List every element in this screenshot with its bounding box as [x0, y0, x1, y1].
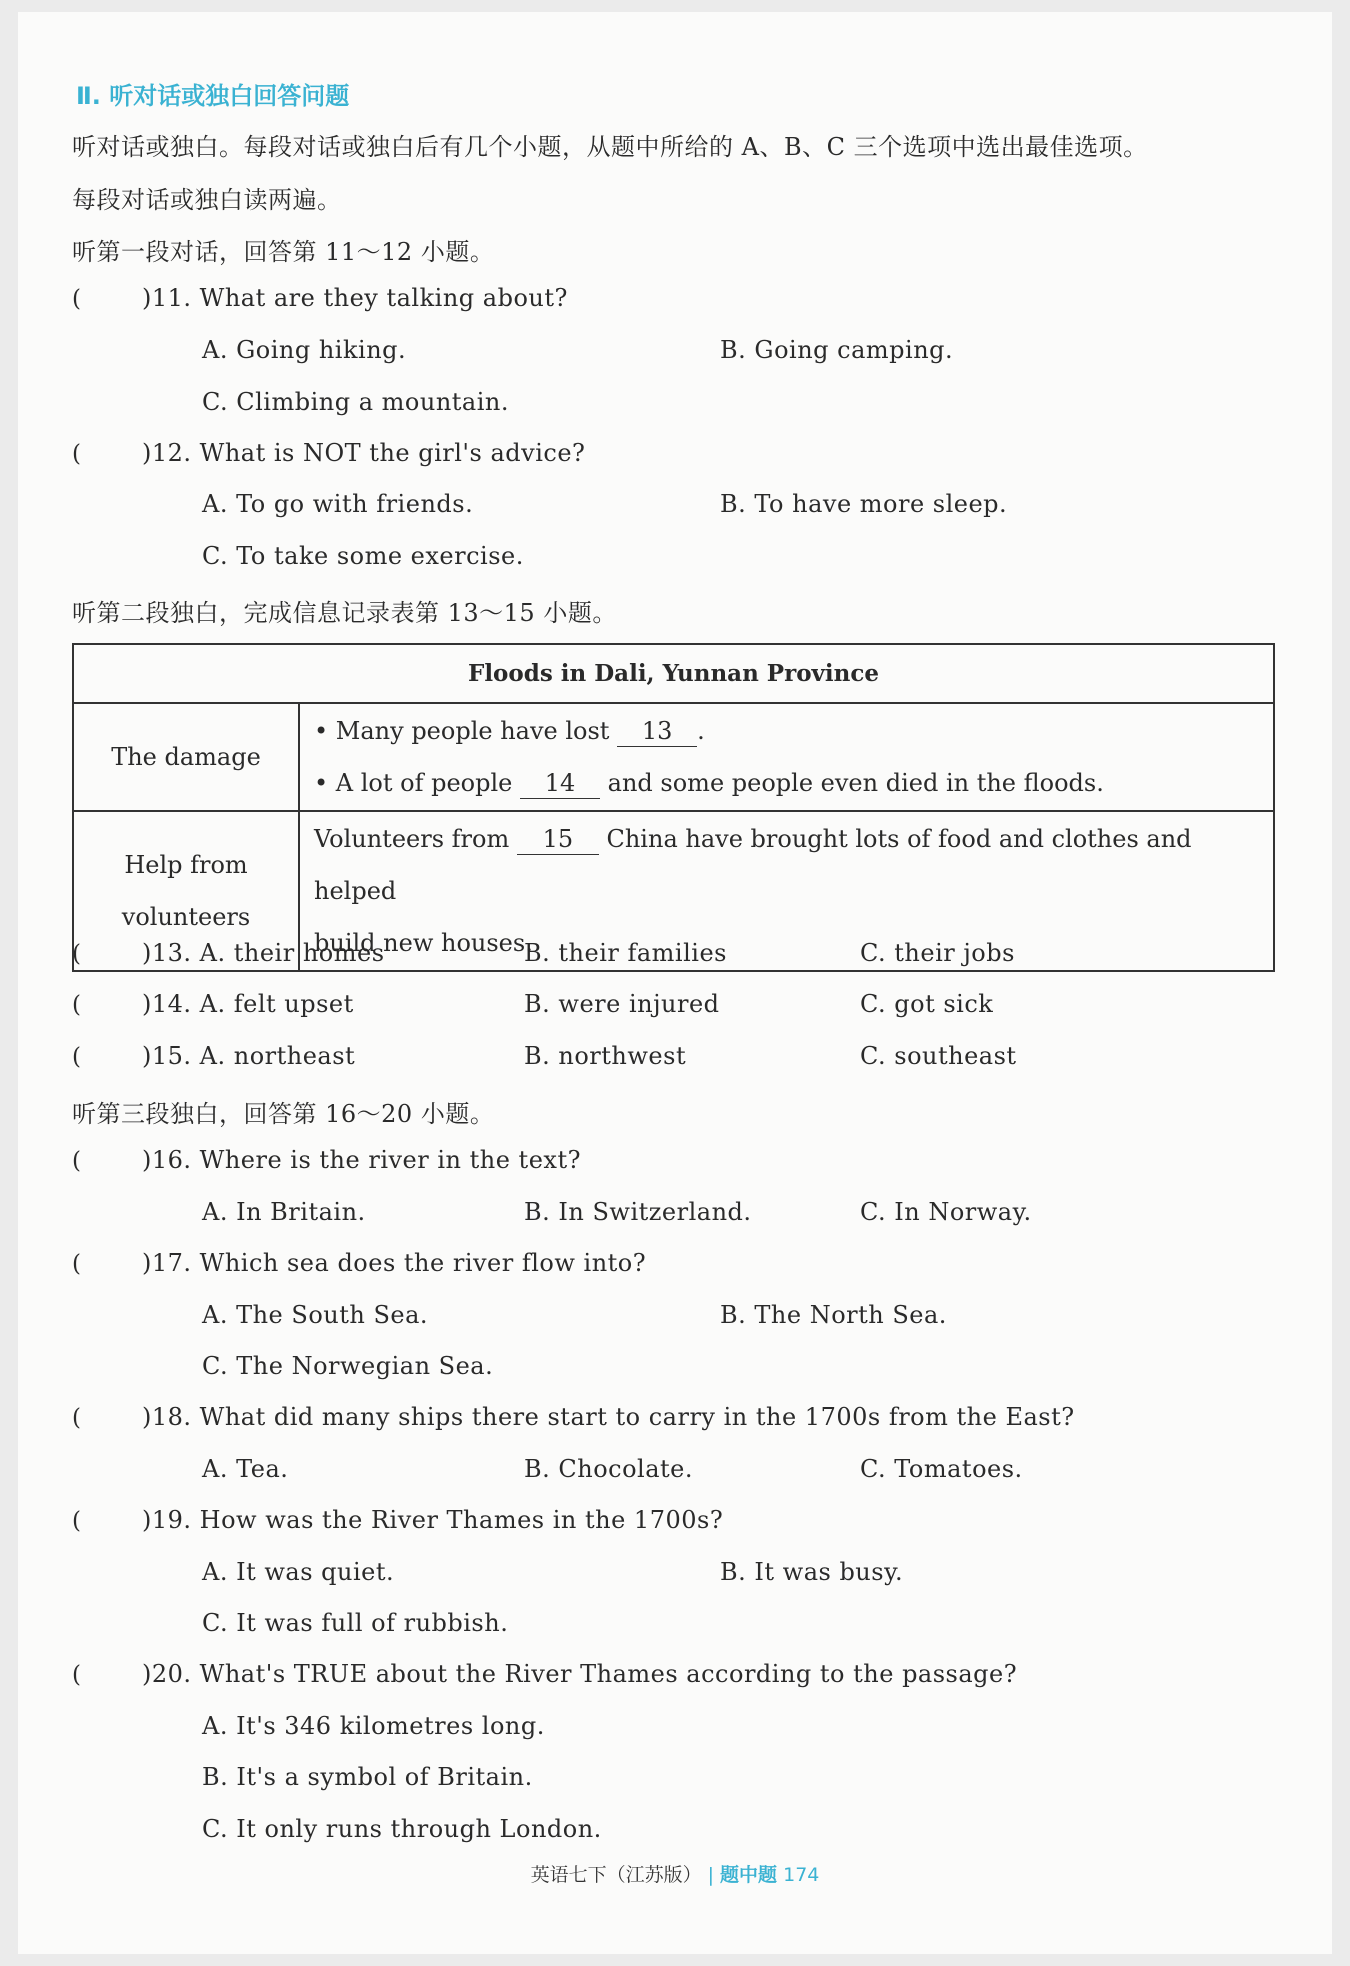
q14-option-b: B. were injured: [524, 990, 720, 1018]
damage-line-1-text: • Many people have lost: [314, 717, 610, 745]
q19-option-a: A. It was quiet.: [202, 1558, 395, 1586]
page-number: 174: [783, 1864, 820, 1886]
footer-book: 英语七下（江苏版）: [530, 1864, 702, 1886]
answer-paren: (: [72, 1251, 81, 1277]
answer-paren: (: [72, 1405, 81, 1431]
volunteers-line-1-text: Volunteers from: [314, 825, 510, 853]
part1-intro: 听第一段对话，回答第 11～12 小题。: [72, 238, 495, 266]
instruction-line-2: 每段对话或独白读两遍。: [72, 186, 342, 214]
q17-option-a: A. The South Sea.: [202, 1301, 429, 1329]
volunteers-line-1-tail: China have brought lots of food and clothes and helped: [314, 825, 1192, 905]
answer-paren: (: [72, 941, 81, 967]
instruction-line-1: 听对话或独白。每段对话或独白后有几个小题，从题中所给的 A、B、C 三个选项中选出最佳选项。: [72, 133, 1148, 161]
q16-option-c: C. In Norway.: [860, 1198, 1032, 1226]
damage-line-1-period: .: [697, 717, 705, 745]
q19-stem: )19. How was the River Thames in the 1700s?: [142, 1506, 724, 1534]
answer-paren: (: [72, 992, 81, 1018]
q12-option-c: C. To take some exercise.: [202, 542, 524, 570]
q13-option-c: C. their jobs: [860, 939, 1015, 967]
blank-15[interactable]: 15: [517, 825, 599, 855]
q13-option-b: B. their families: [524, 939, 727, 967]
q16-option-b: B. In Switzerland.: [524, 1198, 752, 1226]
q13-stem: )13. A. their homes: [142, 939, 385, 967]
section-title: Ⅱ. 听对话或独白回答问题: [76, 82, 350, 110]
footer-brand: 题中题: [720, 1864, 778, 1886]
q12-option-b: B. To have more sleep.: [720, 490, 1008, 518]
volunteers-line-1: [314, 813, 1272, 917]
answer-paren: (: [72, 1044, 81, 1070]
answer-paren: (: [72, 1508, 81, 1534]
q17-option-c: C. The Norwegian Sea.: [202, 1352, 494, 1380]
table-title: Floods in Dali, Yunnan Province: [73, 644, 1274, 703]
q18-stem: )18. What did many ships there start to carry in the 1700s from the East?: [142, 1403, 1075, 1431]
q20-option-c: C. It only runs through London.: [202, 1815, 602, 1843]
q12-option-a: A. To go with friends.: [202, 490, 474, 518]
blank-13[interactable]: 13: [617, 717, 697, 747]
q20-option-b: B. It's a symbol of Britain.: [202, 1763, 533, 1791]
q14-option-c: C. got sick: [860, 990, 994, 1018]
answer-paren: (: [72, 441, 81, 467]
q18-option-a: A. Tea.: [202, 1455, 289, 1483]
q19-option-c: C. It was full of rubbish.: [202, 1609, 509, 1637]
part3-intro: 听第三段独白，回答第 16～20 小题。: [72, 1100, 495, 1128]
damage-label: [73, 703, 299, 811]
volunteers-content: [299, 811, 1274, 971]
q16-stem: )16. Where is the river in the text?: [142, 1146, 581, 1174]
part2-intro: 听第二段独白，完成信息记录表第 13～15 小题。: [72, 599, 617, 627]
q16-option-a: A. In Britain.: [202, 1198, 366, 1226]
q11-option-b: B. Going camping.: [720, 336, 954, 364]
q17-stem: )17. Which sea does the river flow into?: [142, 1249, 647, 1277]
q11-stem: )11. What are they talking about?: [142, 284, 568, 312]
q14-stem: )14. A. felt upset: [142, 990, 354, 1018]
answer-paren: (: [72, 286, 81, 312]
answer-paren: (: [72, 1662, 81, 1688]
q19-option-b: B. It was busy.: [720, 1558, 904, 1586]
q15-option-c: C. southeast: [860, 1042, 1017, 1070]
volunteers-label-2: volunteers: [121, 903, 251, 931]
q15-stem: )15. A. northeast: [142, 1042, 356, 1070]
q11-option-a: A. Going hiking.: [202, 336, 407, 364]
damage-line-2-tail: and some people even died in the floods.: [607, 769, 1104, 797]
damage-line-1: [314, 705, 1272, 757]
q15-option-b: B. northwest: [524, 1042, 687, 1070]
q17-option-b: B. The North Sea.: [720, 1301, 947, 1329]
info-record-table: [72, 643, 1275, 972]
q18-option-b: B. Chocolate.: [524, 1455, 694, 1483]
q20-option-a: A. It's 346 kilometres long.: [202, 1712, 545, 1740]
page-footer: [0, 1860, 1350, 1887]
damage-line-2-text: • A lot of people: [314, 769, 513, 797]
footer-separator: |: [707, 1864, 715, 1886]
damage-content: [299, 703, 1274, 811]
blank-14[interactable]: 14: [520, 769, 600, 799]
q20-stem: )20. What's TRUE about the River Thames according to the passage?: [142, 1660, 1018, 1688]
q12-stem: )12. What is NOT the girl's advice?: [142, 439, 586, 467]
damage-line-2: [314, 757, 1272, 809]
damage-label-text: The damage: [111, 743, 261, 771]
volunteers-line-2: build new houses.: [314, 929, 533, 957]
volunteers-label-1: Help from: [124, 851, 248, 879]
answer-paren: (: [72, 1148, 81, 1174]
q11-option-c: C. Climbing a mountain.: [202, 388, 509, 416]
q18-option-c: C. Tomatoes.: [860, 1455, 1023, 1483]
